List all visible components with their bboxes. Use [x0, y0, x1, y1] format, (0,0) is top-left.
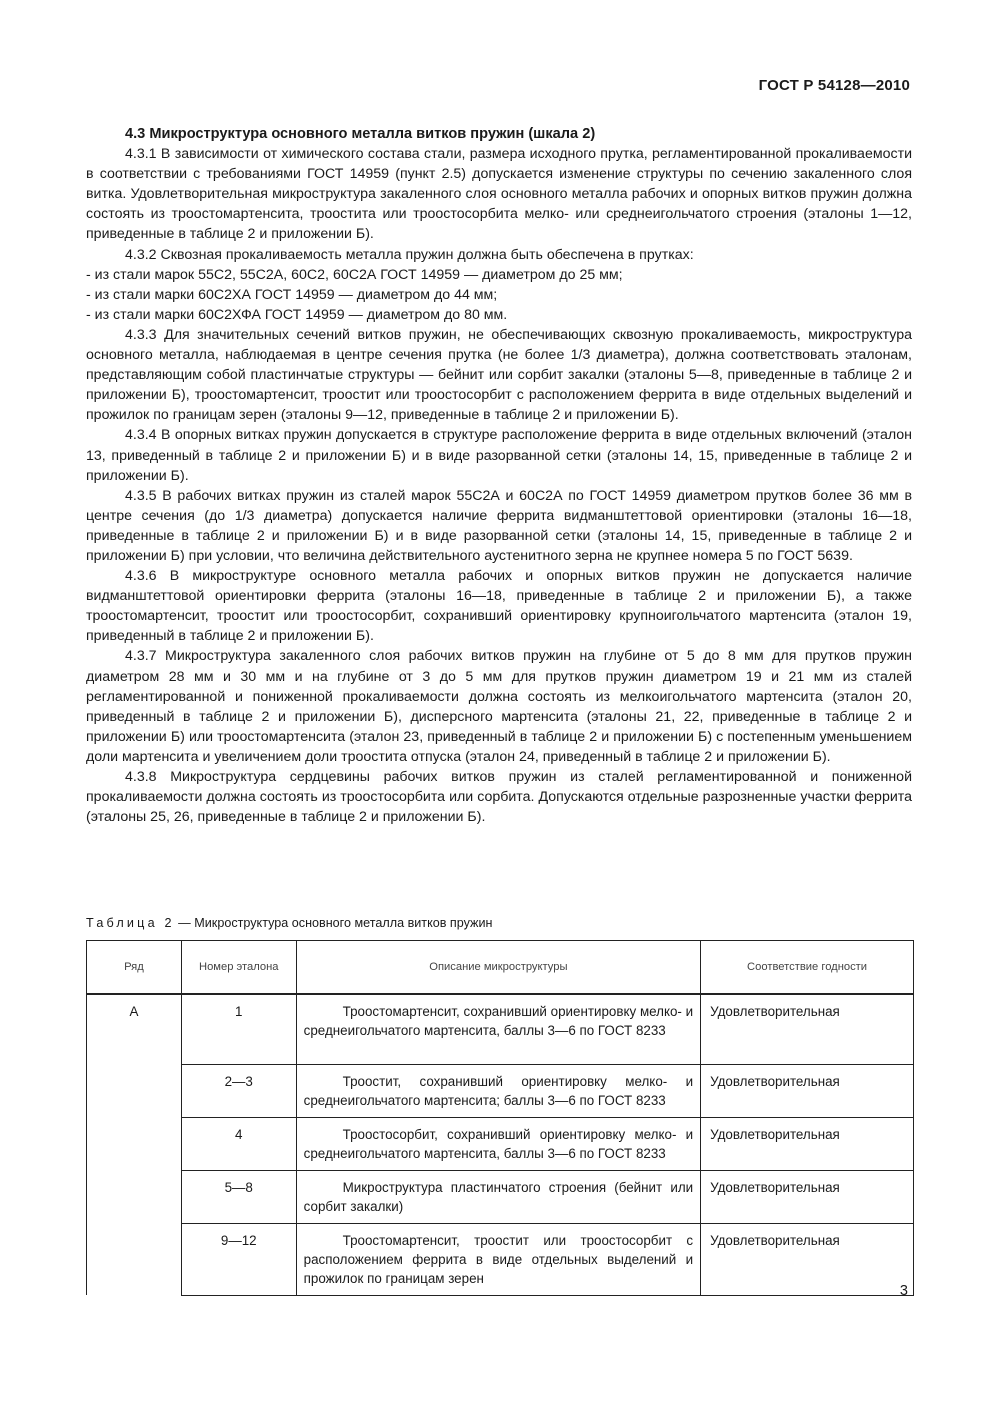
description-cell: Трооcтомартенсит, троостит или троостосорбит с расположением феррита в виде отдельных выделений и прожилок по границам зерен [296, 1223, 700, 1295]
paragraph-4-3-6: 4.3.6 В микроструктуре основного металла рабочих и опорных витков пружин не допускается наличие видманштеттовой ориентировки феррита (эталоны 16—18, приведенные в таблице 2 и приложении Б), а также трооcтомартенсит, троостит или троостосорбит, сохранивший ориентировку крупноигольчатого мартенсита (эталон 19, приведенный в таблице 2 и приложении Б). [86, 568, 912, 645]
standard-number-cell: 9—12 [181, 1223, 296, 1295]
paragraph-4-3-8: 4.3.8 Микроструктура сердцевины рабочих витков пружин из сталей регламентированной и пониженной прокаливаемости должна состоять из троостосорбита или сорбита. Допускаются отдельные разрозненные участки феррита (эталоны 25, 26, приведенные в таблице 2 и приложении Б). [86, 769, 912, 826]
description-cell: Троостит, сохранивший ориентировку мелко- и среднеигольчатого мартенсита; баллы 3—6 по ГОСТ 8233 [296, 1064, 700, 1117]
header-row-group: Ряд [87, 941, 182, 995]
table-row [87, 1064, 914, 1117]
fitness-cell: Удовлетворительная [701, 1223, 914, 1295]
table-row [87, 1170, 914, 1223]
document-header: ГОСТ Р 54128—2010 [758, 77, 910, 94]
header-description: Описание микроструктуры [296, 941, 700, 995]
table-caption [86, 916, 492, 930]
fitness-cell: Удовлетворительная [701, 1064, 914, 1117]
fitness-cell: Удовлетворительная [701, 1117, 914, 1170]
header-fitness: Соответствие годности [701, 941, 914, 995]
table-row [87, 994, 914, 1064]
standard-number-cell: 1 [181, 994, 296, 1064]
table-row [87, 1223, 914, 1295]
paragraph-4-3-7: 4.3.7 Микроструктура закаленного слоя рабочих витков пружин на глубине от 5 до 8 мм для прутков пружин диаметром 28 мм и 30 мм и на глубине от 3 до 5 мм для прутков пружин диаметром 19 и 21 мм из сталей регламентированной и пониженной прокаливаемости должна состоять из мелкоигольчатого мартенсита (эталон 20, приведенный в таблице 2 и приложении Б), дисперсного мартенсита (эталоны 21, 22, приведенные в таблице 2 и приложении Б) или трооcтомартенсита (эталон 23, приведенный в таблице 2 и приложении Б) с постепенным уменьшением доли мартенсита и увеличением доли троостита отпуска (эталон 24, приведенный в таблице 2 и приложении Б). [86, 648, 912, 765]
table-header-row [87, 941, 914, 995]
row-group-cell: А [87, 994, 182, 1295]
table-caption-label: Таблица 2 [86, 916, 175, 930]
microstructure-table [86, 940, 914, 1296]
page-number: 3 [899, 1283, 908, 1299]
paragraph-4-3-5: 4.3.5 В рабочих витках пружин из сталей марок 55С2А и 60С2А по ГОСТ 14959 диаметром прутков более 36 мм в центре сечения (до 1/3 диаметра) допускается наличие феррита видманштеттовой ориентировки (эталоны 16—18, приведенные в таблице 2 и приложении Б) и в виде разорванной сетки (эталоны 14, 15, приведенные в таблице 2 и приложении Б) при условии, что величина действительного аустенитного зерна не крупнее номера 5 по ГОСТ 5639. [86, 487, 912, 564]
table-caption-text: — Микроструктура основного металла витков пружин [174, 916, 493, 930]
description-cell: Трооcтомартенсит, сохранивший ориентировку мелко- и среднеигольчатого мартенсита, баллы 3—6 по ГОСТ 8233 [296, 994, 700, 1064]
standard-number-cell: 5—8 [181, 1170, 296, 1223]
list-item: - из стали марки 60С2ХФА ГОСТ 14959 — диаметром до 80 мм. [86, 306, 508, 323]
paragraph-4-3-2: 4.3.2 Сквозная прокаливаемость металла пружин должна быть обеспечена в прутках: [125, 246, 694, 263]
fitness-cell: Удовлетворительная [701, 994, 914, 1064]
description-cell: Микроструктура пластинчатого строения (бейнит или сорбит закалки) [296, 1170, 700, 1223]
table-row [87, 1117, 914, 1170]
paragraph-4-3-1: 4.3.1 В зависимости от химического состава стали, размера исходного прутка, регламентированной прокаливаемости в соответствии с требованиями ГОСТ 14959 (пункт 2.5) допускается изменение структуры по сечению закаленного слоя витка. Удовлетворительная микроструктура закаленного слоя основного металла рабочих и опорных витков пружин должна состоять из трооcтомартенсита, троостита или троостосорбита мелко- или среднеигольчатого строения (эталоны 1—12, приведенные в таблице 2 и приложении Б). [86, 146, 912, 243]
header-standard-number: Номер эталона [181, 941, 296, 995]
paragraph-4-3-4: 4.3.4 В опорных витках пружин допускается в структуре расположение феррита в виде отдельных включений (эталон 13, приведенный в таблице 2 и приложении Б) и в виде разорванной сетки (эталоны 14, 15, приведенные в таблице 2 и приложении Б). [86, 427, 912, 484]
section-title: 4.3 Микроструктура основного металла витков пружин (шкала 2) [125, 126, 596, 142]
standard-number-cell: 4 [181, 1117, 296, 1170]
standard-number-cell: 2—3 [181, 1064, 296, 1117]
section-body [86, 124, 912, 827]
fitness-cell: Удовлетворительная [701, 1170, 914, 1223]
list-item: - из стали марки 60С2ХА ГОСТ 14959 — диаметром до 44 мм; [86, 286, 498, 303]
list-item: - из стали марок 55С2, 55С2А, 60С2, 60С2А ГОСТ 14959 — диаметром до 25 мм; [86, 266, 623, 283]
paragraph-4-3-3: 4.3.3 Для значительных сечений витков пружин, не обеспечивающих сквозную прокаливаемость, микроструктура основного металла, наблюдаемая в центре сечения прутка (не более 1/3 диаметра), должна соответствовать эталонам, представляющим собой пластинчатые структуры — бейнит или сорбит закалки (эталоны 5—8, приведенные в таблице 2 и приложении Б), трооcтомартенсит, троостит или троостосорбит с расположением феррита в виде отдельных выделений и прожилок по границам зерен (эталоны 9—12, приведенные в таблице 2 и приложении Б). [86, 326, 912, 424]
description-cell: Троостосорбит, сохранивший ориентировку мелко- и среднеигольчатого мартенсита, баллы 3—6 по ГОСТ 8233 [296, 1117, 700, 1170]
